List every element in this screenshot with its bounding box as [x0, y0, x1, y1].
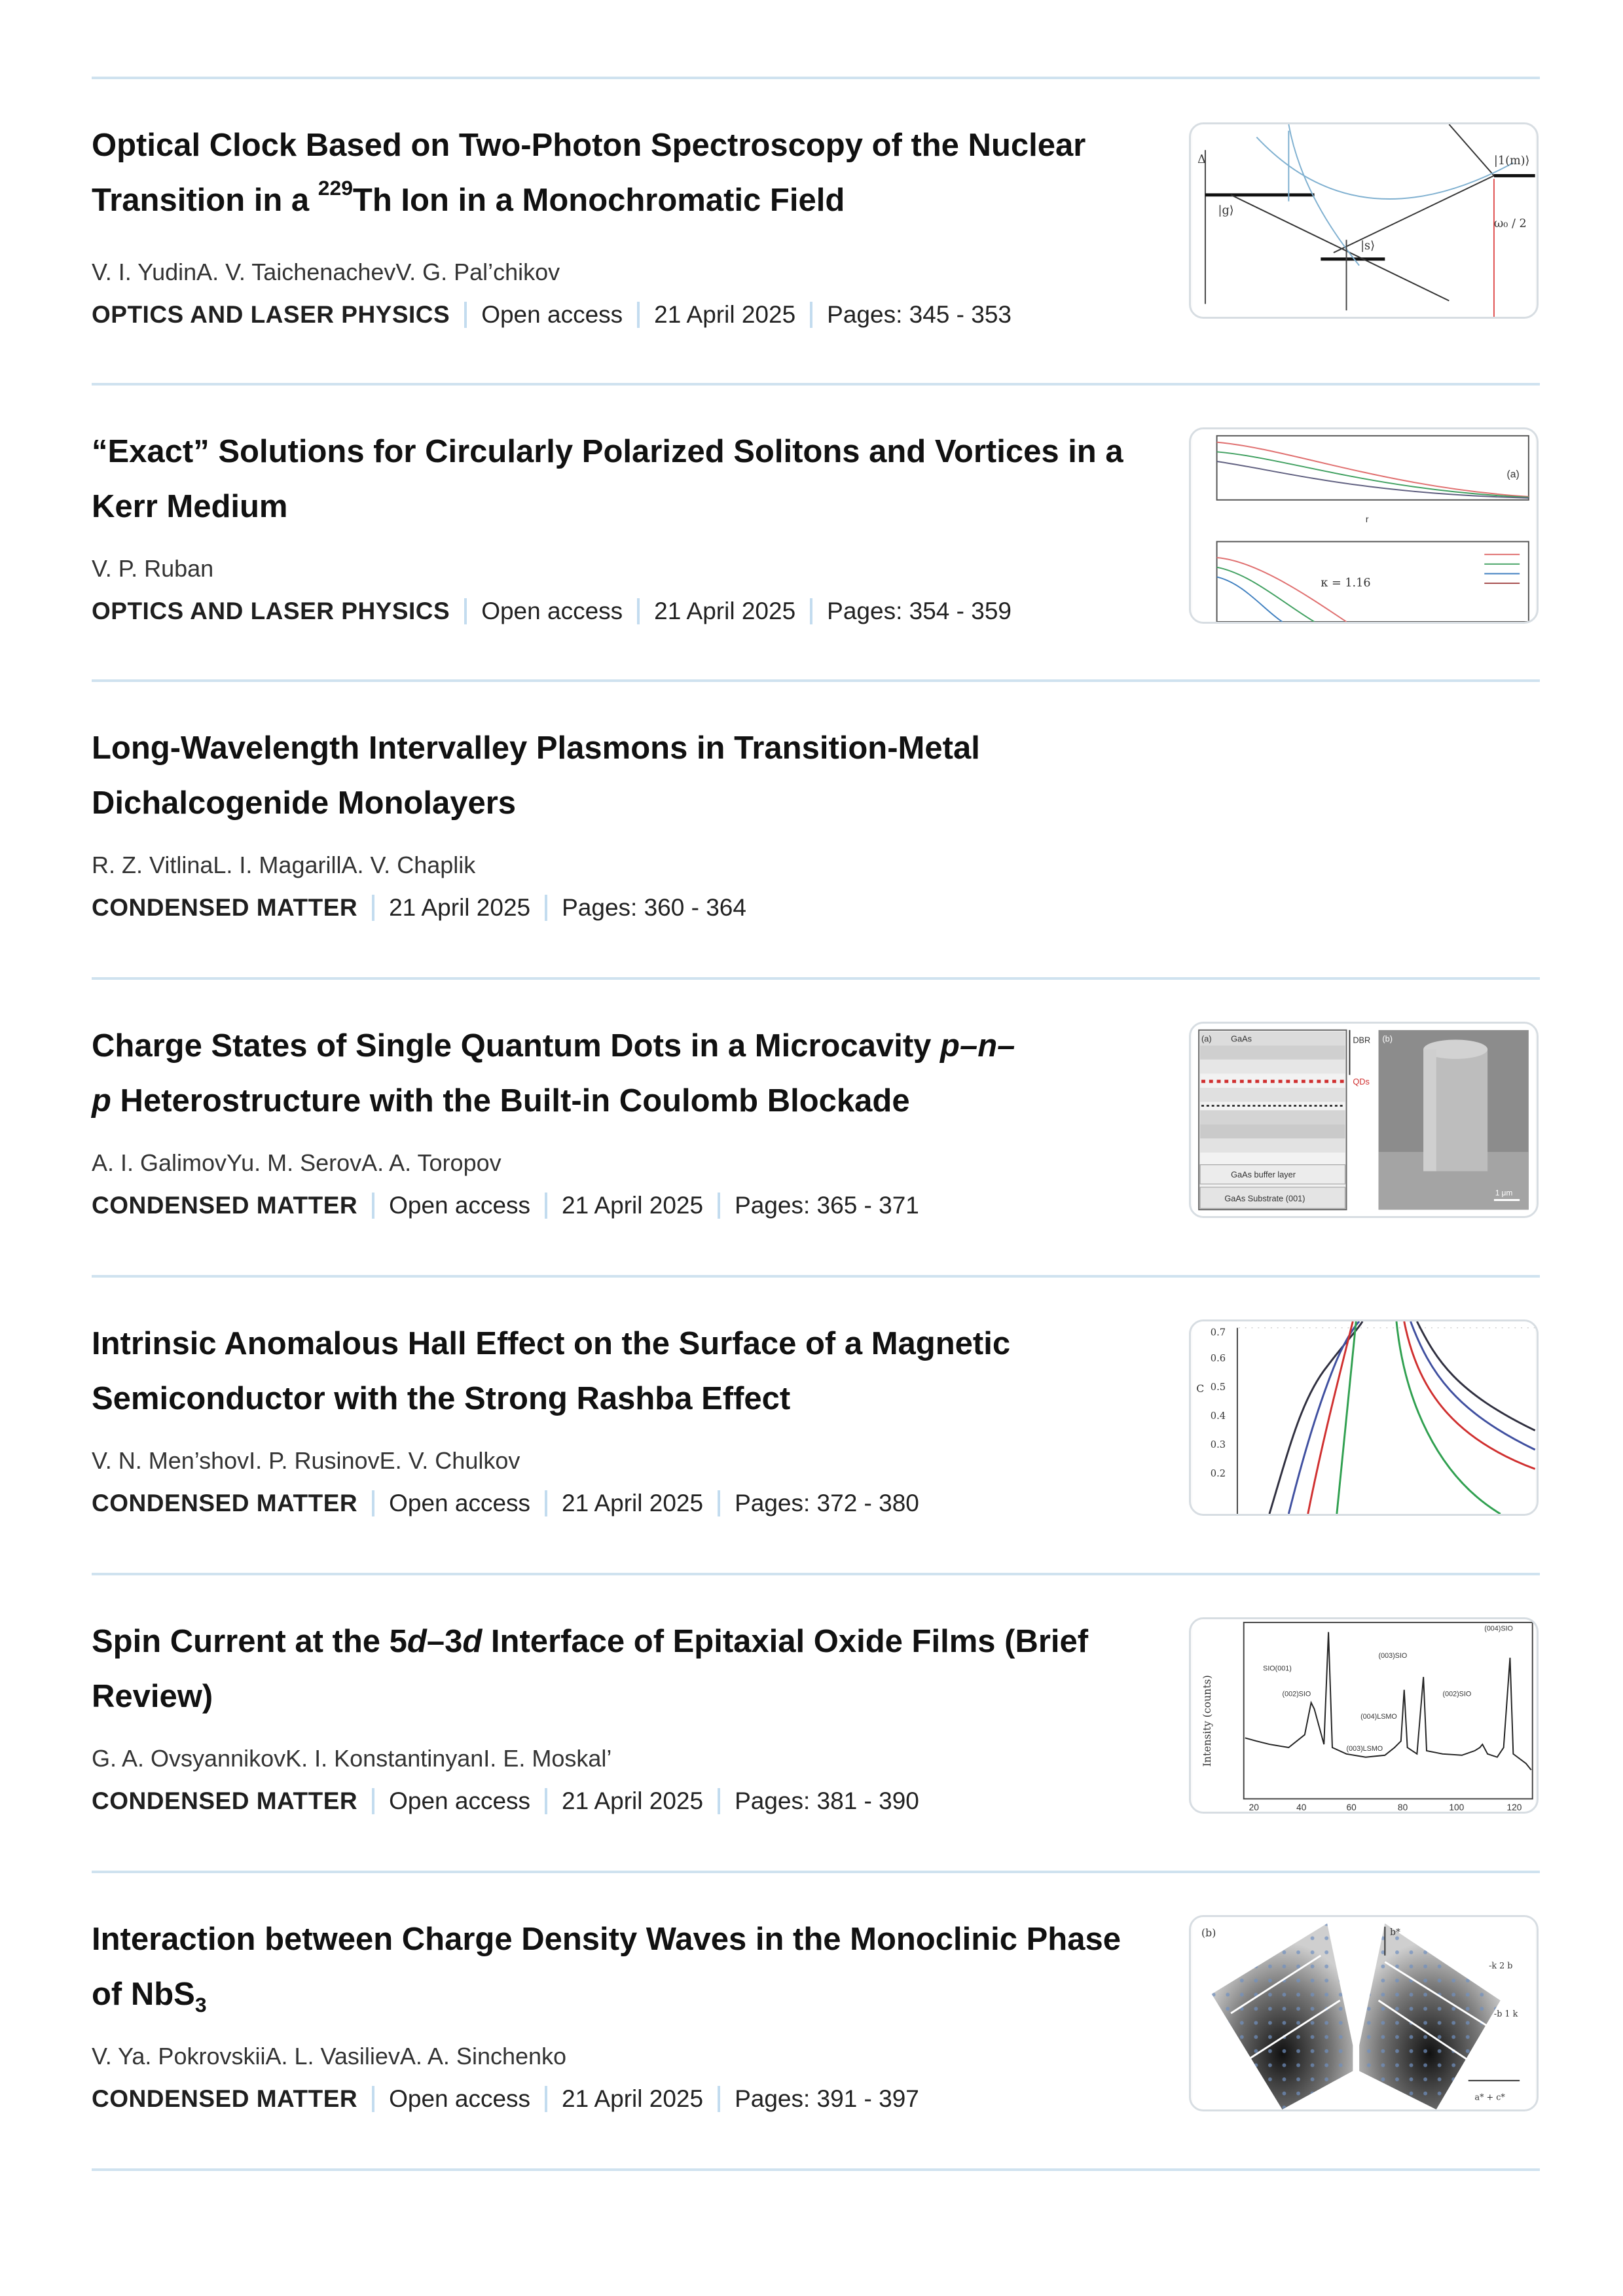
meta-separator: [718, 1788, 720, 1814]
meta-separator: [810, 302, 812, 328]
figure-label: (a): [1201, 1033, 1212, 1044]
meta-separator: [545, 1788, 547, 1814]
access-badge: Open access: [389, 2085, 531, 2112]
axis-label: C: [1196, 1382, 1205, 1395]
figure-label: a* + c*: [1474, 2092, 1505, 2103]
figure-label: (b): [1382, 1033, 1393, 1044]
article-meta: [92, 894, 746, 922]
section-label[interactable]: CONDENSED MATTER: [92, 1192, 358, 1219]
tick-label: 0.4: [1210, 1410, 1226, 1422]
meta-separator: [718, 2086, 720, 2112]
meta-separator: [810, 598, 812, 624]
meta-separator: [718, 1490, 720, 1516]
article-meta: [92, 301, 1012, 329]
figure-label: GaAs buffer layer: [1231, 1170, 1296, 1180]
peak-label: (004)SIO: [1484, 1624, 1513, 1633]
hall-conductivity-plot: [1191, 1321, 1537, 1514]
tick-label: 120: [1506, 1803, 1522, 1812]
peak-label: (004)LSMO: [1360, 1712, 1397, 1721]
figure-label: b*: [1390, 1927, 1400, 1938]
article-authors: R. Z. VitlinaL. I. MagarillA. V. Chaplik: [92, 852, 476, 878]
article-title: [92, 1614, 1152, 1724]
access-badge: Open access: [389, 1787, 531, 1814]
page-range: Pages: 360 - 364: [562, 894, 746, 921]
tick-label: 0.3: [1210, 1439, 1226, 1451]
article-figure-thumbnail[interactable]: [1189, 1319, 1539, 1516]
meta-separator: [545, 1193, 547, 1219]
page-range: Pages: 365 - 371: [735, 1192, 919, 1219]
page-range: Pages: 372 - 380: [735, 1490, 919, 1516]
section-label[interactable]: CONDENSED MATTER: [92, 2085, 358, 2112]
meta-separator: [545, 895, 547, 921]
tick-label: 0.2: [1210, 1468, 1226, 1480]
article-figure-thumbnail[interactable]: [1189, 427, 1539, 624]
page-range: Pages: 345 - 353: [827, 301, 1012, 328]
article-title: [92, 424, 1152, 534]
meta-separator: [718, 1193, 720, 1219]
article-figure-thumbnail[interactable]: [1189, 1617, 1539, 1814]
figure-label: (b): [1201, 1926, 1216, 1939]
article-title: [92, 1316, 1152, 1426]
figure-label: |s⟩: [1360, 240, 1375, 253]
figure-label: Δ: [1197, 152, 1206, 166]
article-meta: [92, 1192, 919, 1219]
figure-label: -k 2 b: [1489, 1961, 1513, 1971]
article-authors: V. N. Men’shovI. P. RusinovE. V. Chulkov: [92, 1447, 520, 1474]
meta-separator: [372, 1193, 374, 1219]
tick-label: 40: [1296, 1803, 1307, 1812]
xrd-pattern-plot: [1191, 1619, 1537, 1812]
meta-separator: [372, 895, 374, 921]
figure-label: GaAs Substrate (001): [1224, 1193, 1305, 1204]
publish-date: 21 April 2025: [562, 1787, 704, 1814]
article-title-link[interactable]: Optical Clock Based on Two-Photon Spectroscopy of the Nuclear Transition in a $^{229}$Th Ion in a Monochromatic Field: [92, 128, 1086, 218]
divider-4: [92, 1275, 1540, 1278]
meta-separator: [545, 2086, 547, 2112]
figure-label: DBR: [1353, 1035, 1371, 1045]
peak-label: (002)SIO: [1282, 1690, 1311, 1698]
figure-label: 1 μm: [1495, 1189, 1513, 1198]
access-badge: Open access: [389, 1490, 531, 1516]
article-title-link[interactable]: Spin Current at the 5d–3d Interface of Epitaxial Oxide Films (Brief Review): [92, 1624, 1089, 1714]
meta-separator: [545, 1490, 547, 1516]
divider-6: [92, 1871, 1540, 1873]
article-figure-thumbnail[interactable]: [1189, 1022, 1539, 1218]
axis-label: Intensity (counts): [1200, 1675, 1213, 1767]
peak-label: (003)SIO: [1378, 1651, 1408, 1660]
peak-label: (003)LSMO: [1346, 1744, 1383, 1753]
meta-separator: [464, 598, 467, 624]
meta-separator: [372, 1490, 374, 1516]
page-range: Pages: 354 - 359: [827, 598, 1012, 624]
figure-label: κ = 1.16: [1321, 577, 1371, 590]
tick-label: 0.7: [1210, 1327, 1226, 1338]
meta-separator: [637, 302, 640, 328]
article-meta: [92, 1787, 919, 1815]
article-authors: V. P. Ruban: [92, 555, 214, 582]
article-authors: A. I. GalimovYu. M. SerovA. A. Toropov: [92, 1149, 501, 1176]
figure-label: ω₀ / 2: [1493, 217, 1527, 230]
meta-separator: [464, 302, 467, 328]
tick-label: 100: [1449, 1803, 1465, 1812]
publish-date: 21 April 2025: [654, 598, 796, 624]
section-label[interactable]: OPTICS AND LASER PHYSICS: [92, 598, 450, 624]
heterostructure-micrograph: [1191, 1024, 1537, 1216]
figure-label: GaAs: [1231, 1033, 1252, 1044]
article-figure-thumbnail[interactable]: [1189, 122, 1539, 319]
article-figure-thumbnail[interactable]: [1189, 1915, 1539, 2111]
divider-1: [92, 383, 1540, 386]
article-title-link[interactable]: Interaction between Charge Density Waves in the Monoclinic Phase of NbS$_3$: [92, 1922, 1121, 2017]
meta-separator: [637, 598, 640, 624]
article-title: [92, 118, 1152, 228]
article-title-link[interactable]: Long-Wavelength Intervalley Plasmons in Transition-Metal Dichalcogenide Monolayers: [92, 730, 980, 821]
figure-label: |1(m)⟩: [1493, 154, 1530, 168]
section-label[interactable]: OPTICS AND LASER PHYSICS: [92, 301, 450, 328]
figure-label: (a): [1506, 469, 1520, 480]
section-label[interactable]: CONDENSED MATTER: [92, 1787, 358, 1814]
article-authors: V. I. YudinA. V. TaichenachevV. G. Pal’chikov: [92, 259, 560, 285]
divider-5: [92, 1573, 1540, 1575]
publish-date: 21 April 2025: [562, 2085, 704, 2112]
tick-label: 80: [1397, 1803, 1408, 1812]
article-title-link[interactable]: Intrinsic Anomalous Hall Effect on the Surface of a Magnetic Semiconductor with the Strong Rashba Effect: [92, 1326, 1011, 1416]
article-title: [92, 1912, 1152, 2022]
soliton-profile-plot: [1191, 429, 1537, 622]
access-badge: Open access: [481, 301, 623, 328]
figure-label: |g⟩: [1218, 204, 1234, 218]
tick-label: 0.6: [1210, 1352, 1226, 1364]
tick-label: 0.5: [1210, 1381, 1226, 1393]
figure-label: -b 1 k: [1493, 2009, 1518, 2019]
article-title-link[interactable]: “Exact” Solutions for Circularly Polarized Solitons and Vortices in a Kerr Medium: [92, 434, 1123, 524]
divider-top: [92, 77, 1540, 79]
page-range: Pages: 381 - 390: [735, 1787, 919, 1814]
peak-label: (002)SIO: [1442, 1690, 1472, 1698]
publish-date: 21 April 2025: [389, 894, 531, 921]
publish-date: 21 April 2025: [562, 1490, 704, 1516]
tick-label: 60: [1346, 1803, 1357, 1812]
publish-date: 21 April 2025: [562, 1192, 704, 1219]
divider-2: [92, 679, 1540, 682]
peak-label: SIO(001): [1263, 1664, 1292, 1673]
figure-label: QDs: [1353, 1077, 1370, 1087]
article-meta: [92, 598, 1012, 625]
article-meta: [92, 2085, 919, 2113]
publish-date: 21 April 2025: [654, 301, 796, 328]
article-authors: V. Ya. PokrovskiiA. L. VasilievA. A. Sinchenko: [92, 2043, 567, 2070]
meta-separator: [372, 2086, 374, 2112]
diffraction-pattern-image: [1191, 1917, 1537, 2109]
article-title-link[interactable]: Charge States of Single Quantum Dots in a Microcavity p–n– p Heterostructure with the Built-in Coulomb Blockade: [92, 1028, 1015, 1119]
divider-bottom: [92, 2168, 1540, 2171]
divider-3: [92, 977, 1540, 980]
access-badge: Open access: [389, 1192, 531, 1219]
meta-separator: [372, 1788, 374, 1814]
section-label[interactable]: CONDENSED MATTER: [92, 894, 358, 921]
section-label[interactable]: CONDENSED MATTER: [92, 1490, 358, 1516]
article-title: [92, 721, 1152, 831]
energy-level-diagram: [1191, 124, 1537, 317]
article-authors: G. A. OvsyannikovK. I. KonstantinyanI. E. Moskal’: [92, 1745, 612, 1772]
access-badge: Open access: [481, 598, 623, 624]
figure-label: r: [1365, 514, 1369, 525]
article-title: [92, 1018, 1152, 1128]
article-meta: [92, 1490, 919, 1517]
tick-label: 20: [1249, 1803, 1259, 1812]
page-range: Pages: 391 - 397: [735, 2085, 919, 2112]
